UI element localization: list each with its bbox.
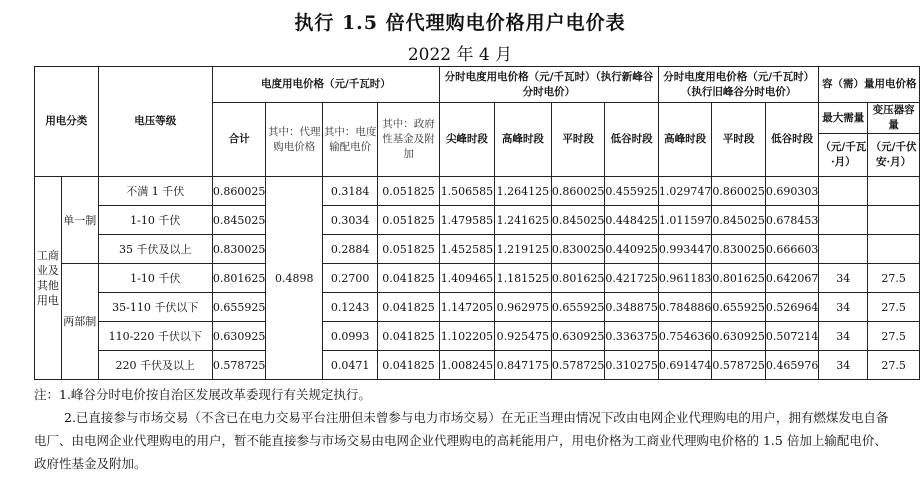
voltage-cell: 1-10 千伏 (98, 206, 212, 235)
fund-cell: 0.051825 (378, 206, 440, 235)
header-old-high: 高峰时段 (658, 103, 712, 177)
peak-cell: 1.409465 (439, 264, 494, 293)
transmission-cell: 0.1243 (323, 293, 378, 322)
transmission-cell: 0.0993 (323, 322, 378, 351)
document-subtitle: 2022 年 4 月 (407, 45, 513, 65)
header-peak: 尖峰时段 (439, 103, 494, 177)
flat-cell: 0.801625 (551, 264, 605, 293)
flat-cell: 0.830025 (551, 235, 605, 264)
table-row (35, 177, 920, 206)
old-valley-cell: 0.465976 (765, 351, 819, 380)
valley-cell: 0.455925 (605, 177, 659, 206)
old-high-cell: 0.993447 (658, 235, 712, 264)
table-row (35, 264, 920, 293)
peak-cell: 1.452585 (439, 235, 494, 264)
old-high-cell: 0.784886 (658, 293, 712, 322)
total-cell: 0.860025 (212, 177, 266, 206)
valley-cell: 0.448425 (605, 206, 659, 235)
max-demand-cell (819, 235, 868, 264)
flat-cell: 0.845025 (551, 206, 605, 235)
max-demand-cell (819, 206, 868, 235)
old-flat-cell: 0.578725 (712, 351, 766, 380)
table-row (35, 293, 920, 322)
valley-cell: 0.348875 (605, 293, 659, 322)
single-label: 单一制 (61, 177, 98, 264)
header-voltage: 电压等级 (98, 67, 212, 177)
high-cell: 1.219125 (494, 235, 551, 264)
transmission-cell: 0.3184 (323, 177, 378, 206)
voltage-cell: 35 千伏及以上 (98, 235, 212, 264)
valley-cell: 0.310275 (605, 351, 659, 380)
table-row (35, 322, 920, 351)
old-high-cell: 0.691474 (658, 351, 712, 380)
transmission-cell: 0.2700 (323, 264, 378, 293)
note-2 (34, 406, 894, 475)
document-title: 执行 1.5 倍代理购电价格用户电价表 (294, 12, 626, 34)
header-flat: 平时段 (551, 103, 605, 177)
voltage-cell: 35-110 千伏以下 (98, 293, 212, 322)
transformer-cell (868, 235, 920, 264)
flat-cell: 0.655925 (551, 293, 605, 322)
header-valley: 低谷时段 (605, 103, 659, 177)
peak-cell: 1.102205 (439, 322, 494, 351)
old-valley-cell: 0.642067 (765, 264, 819, 293)
table-row (35, 351, 920, 380)
transformer-cell: 27.5 (868, 351, 920, 380)
notes (34, 383, 894, 475)
old-valley-cell: 0.507214 (765, 322, 819, 351)
transformer-cell: 27.5 (868, 293, 920, 322)
category-label: 工商业及其他用电 (35, 177, 62, 380)
header-max-demand-unit: （元/千瓦·月） (819, 134, 868, 177)
old-flat-cell: 0.830025 (712, 235, 766, 264)
old-valley-cell: 0.690303 (765, 177, 819, 206)
table-row (35, 206, 920, 235)
header-max-demand: 最大需量 (819, 103, 868, 134)
total-cell: 0.801625 (212, 264, 266, 293)
header-high: 高峰时段 (494, 103, 551, 177)
total-cell: 0.630925 (212, 322, 266, 351)
header-fund: 其中：政府性基金及附加 (378, 103, 440, 177)
old-high-cell: 1.029747 (658, 177, 712, 206)
price-table (34, 66, 920, 380)
fund-cell: 0.051825 (378, 177, 440, 206)
header-transmission: 其中：电度输配电价 (323, 103, 378, 177)
fund-cell: 0.051825 (378, 235, 440, 264)
fund-cell: 0.041825 (378, 293, 440, 322)
fund-cell: 0.041825 (378, 322, 440, 351)
max-demand-cell: 34 (819, 351, 868, 380)
transformer-cell: 27.5 (868, 322, 920, 351)
high-cell: 1.181525 (494, 264, 551, 293)
voltage-cell: 不满 1 千伏 (98, 177, 212, 206)
transformer-cell: 27.5 (868, 264, 920, 293)
transmission-cell: 0.3034 (323, 206, 378, 235)
valley-cell: 0.336375 (605, 322, 659, 351)
old-flat-cell: 0.845025 (712, 206, 766, 235)
old-flat-cell: 0.801625 (712, 264, 766, 293)
old-high-cell: 0.961183 (658, 264, 712, 293)
valley-cell: 0.421725 (605, 264, 659, 293)
old-valley-cell: 0.678453 (765, 206, 819, 235)
total-cell: 0.578725 (212, 351, 266, 380)
old-flat-cell: 0.655925 (712, 293, 766, 322)
max-demand-cell: 34 (819, 293, 868, 322)
flat-cell: 0.860025 (551, 177, 605, 206)
header-tou-new-group: 分时电度用电价格（元/千瓦时）（执行新峰谷分时电价） (439, 67, 658, 103)
peak-cell: 1.147205 (439, 293, 494, 322)
table-row (35, 235, 920, 264)
valley-cell: 0.440925 (605, 235, 659, 264)
peak-cell: 1.479585 (439, 206, 494, 235)
voltage-cell: 110-220 千伏以下 (98, 322, 212, 351)
high-cell: 1.241625 (494, 206, 551, 235)
max-demand-cell: 34 (819, 264, 868, 293)
transformer-cell (868, 206, 920, 235)
header-tou-old-group: 分时电度用电价格（元/千瓦时）（执行旧峰谷分时电价） (658, 67, 819, 103)
old-valley-cell: 0.666603 (765, 235, 819, 264)
note-1: 注：1.峰谷分时电价按自治区发展改革委现行有关规定执行。 (34, 387, 371, 402)
high-cell: 0.847175 (494, 351, 551, 380)
high-cell: 1.264125 (494, 177, 551, 206)
old-valley-cell: 0.526964 (765, 293, 819, 322)
total-cell: 0.830025 (212, 235, 266, 264)
agency-price-cell: 0.4898 (266, 177, 323, 380)
dual-label: 两部制 (61, 264, 98, 380)
old-high-cell: 1.011597 (658, 206, 712, 235)
total-cell: 0.845025 (212, 206, 266, 235)
flat-cell: 0.578725 (551, 351, 605, 380)
transmission-cell: 0.2884 (323, 235, 378, 264)
header-total: 合计 (212, 103, 266, 177)
header-old-flat: 平时段 (712, 103, 766, 177)
note-2-text: 2.已直接参与市场交易（不含已在电力交易平台注册但未曾参与电力市场交易）在无正当理由情况下改由电网企业代理购电的用户，拥有燃煤发电自备电厂、由电网企业代理购电的用户，暂不能直接参与市场交易由电网企业代理购电的高耗能用户，用电价格为工商业代理购电价格的 1.5 倍加上输配电价、政府性基金及附加。 (34, 410, 889, 471)
header-price-group: 电度用电价格（元/千瓦时） (212, 67, 439, 103)
header-old-valley: 低谷时段 (765, 103, 819, 177)
old-flat-cell: 0.630925 (712, 322, 766, 351)
fund-cell: 0.041825 (378, 351, 440, 380)
fund-cell: 0.041825 (378, 264, 440, 293)
header-transformer: 变压器容量 (868, 103, 920, 134)
old-flat-cell: 0.860025 (712, 177, 766, 206)
peak-cell: 1.506585 (439, 177, 494, 206)
high-cell: 0.962975 (494, 293, 551, 322)
high-cell: 0.925475 (494, 322, 551, 351)
max-demand-cell: 34 (819, 322, 868, 351)
flat-cell: 0.630925 (551, 322, 605, 351)
max-demand-cell (819, 177, 868, 206)
peak-cell: 1.008245 (439, 351, 494, 380)
header-transformer-unit: （元/千伏安·月） (868, 134, 920, 177)
voltage-cell: 1-10 千伏 (98, 264, 212, 293)
transformer-cell (868, 177, 920, 206)
header-agency: 其中：代理购电价格 (266, 103, 323, 177)
voltage-cell: 220 千伏及以上 (98, 351, 212, 380)
header-category: 用电分类 (35, 67, 99, 177)
header-capacity-group: 容（需）量用电价格 (819, 67, 920, 103)
transmission-cell: 0.0471 (323, 351, 378, 380)
total-cell: 0.655925 (212, 293, 266, 322)
old-high-cell: 0.754636 (658, 322, 712, 351)
